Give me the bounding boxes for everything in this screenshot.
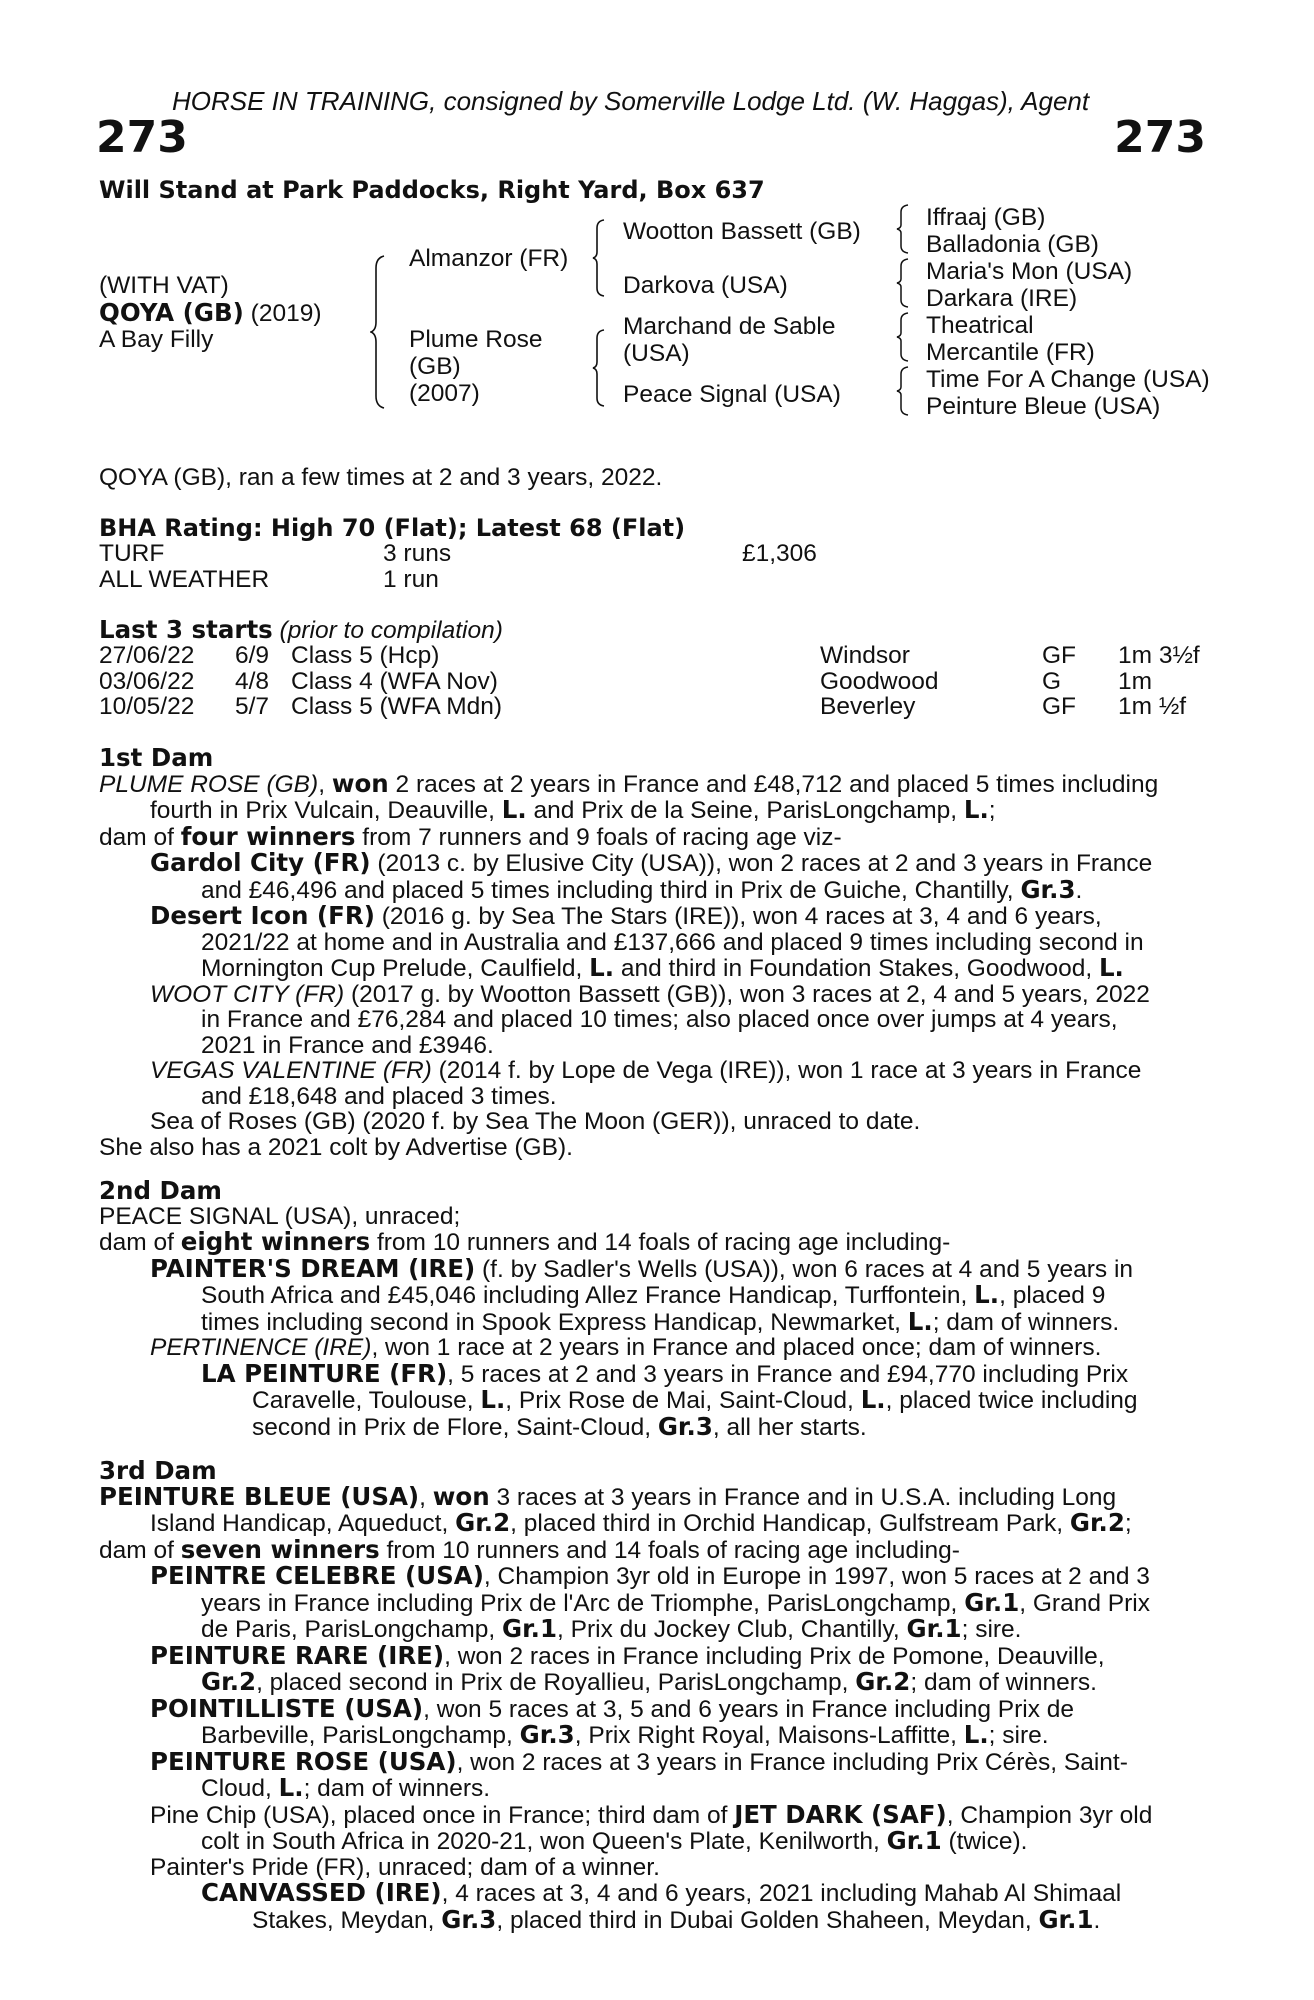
progeny-entry — [99, 1722, 1205, 1749]
first-dam-line: PLUME ROSE (GB), won 2 races at 2 years in France and £48,712 and placed 5 times including — [99, 768, 1159, 798]
progeny-entry — [99, 1775, 1205, 1802]
pedigree-dam-line1: Plume Rose — [409, 326, 543, 353]
text: ; sire. — [961, 1616, 1022, 1643]
grade: L. — [907, 1306, 933, 1336]
grade: L. — [1098, 953, 1124, 982]
first-dam-line — [99, 821, 1205, 851]
text: , won 5 races at 3, 5 and 6 years in France including Prix de — [423, 1695, 1075, 1723]
progeny-entry: Painter's Pride (FR), unraced; dam of a winner. — [150, 1853, 660, 1881]
rating-aw-surface: ALL WEATHER — [99, 566, 270, 593]
progeny-entry — [99, 1387, 1205, 1414]
pedigree-sire-dam: Darkova (USA) — [623, 272, 788, 299]
winners-count: seven winners — [180, 1534, 380, 1564]
progeny-entry — [99, 1411, 1205, 1441]
pedigree-brace-dd — [896, 365, 910, 417]
progeny-entry — [99, 1828, 1205, 1855]
pedigree-brace-sire — [592, 218, 606, 298]
text: , Prix du Jockey Club, Chantilly, — [557, 1616, 907, 1643]
vat-note: (WITH VAT) — [99, 272, 229, 299]
progeny-name: PAINTER'S DREAM (IRE) — [150, 1253, 476, 1283]
text: ; dam of winners. — [932, 1308, 1120, 1336]
text: fourth in Prix Vulcain, Deauville, — [150, 797, 502, 824]
text: (twice). — [941, 1828, 1028, 1855]
grade: L. — [974, 1280, 1000, 1309]
text: from 10 runners and 14 foals of racing age including- — [379, 1536, 960, 1564]
pedigree-ddd: Peinture Bleue (USA) — [926, 393, 1161, 420]
text: South Africa and £45,046 including Allez France Handicap, Turffontein, — [201, 1282, 975, 1309]
pedigree-sss: Iffraaj (GB) — [926, 204, 1046, 231]
text: , 5 races at 2 and 3 years in France and £94,770 including Prix — [447, 1360, 1129, 1388]
text: (f. by Sadler's Wells (USA)), won 6 races at 4 and 5 years in — [475, 1255, 1134, 1283]
text: , all her starts. — [712, 1413, 867, 1441]
progeny-name: CANVASSED (IRE) — [201, 1878, 442, 1907]
text: second in Prix de Flore, Saint-Cloud, — [252, 1413, 658, 1441]
text: (2014 f. by Lope de Vega (IRE)), won 1 race at 3 years in France — [431, 1057, 1142, 1084]
progeny-entry: 2021/22 at home and in Australia and £137,666 and placed 9 times including second in — [201, 928, 1144, 956]
text: de Paris, ParisLongchamp, — [201, 1616, 502, 1643]
pedigree-brace-ds — [896, 311, 910, 363]
progeny-entry — [99, 955, 1205, 982]
pedigree-dss: Theatrical — [926, 312, 1034, 339]
pedigree-brace-main — [370, 254, 386, 410]
text: , won 1 race at 2 years in France and placed once; dam of winners. — [371, 1334, 1102, 1361]
progeny-name: WOOT CITY (FR) — [150, 980, 345, 1008]
text: Stakes, Meydan, — [252, 1906, 442, 1934]
second-dam-line — [99, 1229, 1205, 1256]
text: colt in South Africa in 2020-21, won Queen's Plate, Kenilworth, — [201, 1828, 887, 1855]
grade: L. — [278, 1773, 304, 1802]
text: , Champion 3yr old in Europe in 1997, won 5 races at 2 and 3 — [483, 1563, 1150, 1590]
start-position: 5/7 — [235, 693, 270, 720]
second-dam-section — [99, 1178, 1205, 1440]
progeny-name: VEGAS VALENTINE (FR) — [150, 1057, 432, 1084]
start-date: 27/06/22 — [99, 642, 195, 669]
grade: Gr.2 — [201, 1667, 257, 1696]
race-summary: QOYA (GB), ran a few times at 2 and 3 years, 2022. — [99, 464, 663, 491]
pedigree-brace-ss — [896, 203, 910, 255]
progeny-entry — [99, 1746, 1205, 1776]
pedigree-dds: Time For A Change (USA) — [926, 366, 1210, 393]
text: Pine Chip (USA), placed once in France; third dam of — [150, 1801, 735, 1829]
text: ; — [1124, 1510, 1132, 1537]
pedigree-dam-dam: Peace Signal (USA) — [623, 381, 841, 408]
start-race: Class 4 (WFA Nov) — [291, 668, 498, 695]
last-starts-label: Last 3 starts — [99, 615, 273, 644]
dam-name: PLUME ROSE (GB) — [99, 770, 319, 798]
grade: L. — [501, 795, 527, 824]
start-position: 4/8 — [235, 668, 270, 695]
grade: L. — [860, 1385, 886, 1414]
start-race: Class 5 (Hcp) — [291, 642, 440, 669]
text: ; dam of winners. — [910, 1669, 1097, 1696]
progeny-entry: Sea of Roses (GB) (2020 f. by Sea The Moon (GER)), unraced to date. — [150, 1108, 921, 1135]
start-race: Class 5 (WFA Mdn) — [291, 693, 503, 720]
text: , placed third in Dubai Golden Shaheen, Meydan, — [496, 1906, 1039, 1934]
start-course: Beverley — [820, 693, 916, 720]
third-dam-line: PEINTURE BLEUE (USA), won 3 races at 3 years in France and in U.S.A. including Long — [99, 1481, 1117, 1511]
lot-number-left: 273 — [96, 112, 188, 163]
start-distance: 1m — [1118, 668, 1153, 695]
third-dam-line — [99, 1510, 1205, 1537]
won-label: won — [331, 768, 389, 798]
won-label: won — [432, 1481, 490, 1511]
grade: Gr.3 — [441, 1904, 497, 1934]
start-date: 03/06/22 — [99, 668, 195, 695]
progeny-entry — [99, 1880, 1205, 1907]
progeny-entry — [99, 1335, 1205, 1361]
grade: Gr.1 — [906, 1614, 962, 1643]
text: and third in Foundation Stakes, Goodwood, — [614, 955, 1099, 982]
text: years in France including Prix de l'Arc de Triomphe, ParisLongchamp, — [201, 1589, 965, 1617]
text: ; sire. — [988, 1722, 1049, 1749]
start-course: Windsor — [820, 642, 910, 669]
progeny-entry — [99, 1058, 1205, 1084]
text: , won 2 races at 3 years in France including Prix Cérès, Saint- — [456, 1748, 1128, 1776]
progeny-entry — [99, 1693, 1205, 1723]
winners-count: eight winners — [180, 1227, 371, 1256]
dam-record: 2 races at 2 years in France and £48,712 and placed 5 times including — [388, 770, 1159, 798]
progeny-entry — [99, 982, 1205, 1008]
pedigree-dam-line2: (GB) — [409, 353, 461, 380]
start-going: GF — [1042, 693, 1077, 720]
text: , placed twice including — [885, 1387, 1138, 1414]
grade: L. — [963, 795, 989, 824]
rating-aw-runs: 1 run — [383, 566, 439, 593]
pedigree-brace-sd — [896, 257, 910, 309]
pedigree-ssd: Balladonia (GB) — [926, 231, 1099, 258]
pedigree-sdd: Darkara (IRE) — [926, 285, 1078, 312]
rating-turf-prize: £1,306 — [742, 540, 817, 567]
first-dam-line — [99, 797, 1205, 824]
text: , Grand Prix — [1019, 1589, 1150, 1617]
grade: Gr.3 — [519, 1720, 575, 1749]
progeny-entry — [99, 1587, 1205, 1617]
last-starts-title — [99, 617, 503, 644]
third-dam-heading: 3rd Dam — [99, 1456, 217, 1485]
text: and £46,496 and placed 5 times including third in Prix de Guiche, Chantilly, — [201, 876, 1021, 904]
progeny-name: POINTILLISTE (USA) — [150, 1693, 424, 1723]
progeny-name: LA PEINTURE (FR) — [201, 1358, 448, 1388]
progeny-entry — [99, 1640, 1205, 1670]
progeny-entry — [99, 874, 1205, 904]
text: from 7 runners and 9 foals of racing age viz- — [355, 823, 842, 851]
progeny-entry: 2021 in France and £3946. — [201, 1031, 494, 1059]
grade: Gr.2 — [855, 1667, 911, 1696]
pedigree-brace-dam — [592, 328, 606, 408]
start-position: 6/9 — [235, 642, 270, 669]
pedigree-sire-sire: Wootton Bassett (GB) — [623, 218, 861, 245]
text: . — [1075, 876, 1083, 904]
third-dam-section — [99, 1458, 1205, 1933]
text: Mornington Cup Prelude, Caulfield, — [201, 955, 590, 982]
first-dam-section — [99, 745, 1205, 1160]
text: , won 2 races in France including Prix de Pomone, Deauville, — [444, 1642, 1105, 1670]
progeny-name: PEINTURE ROSE (USA) — [150, 1746, 457, 1776]
text: from 10 runners and 14 foals of racing age including- — [370, 1229, 951, 1256]
rating-turf-runs: 3 runs — [383, 540, 452, 567]
text: (2017 g. by Wootton Bassett (GB)), won 3 races at 2, 4 and 5 years, 2022 — [344, 980, 1150, 1008]
grade: Gr.2 — [455, 1508, 511, 1537]
text: times including second in Spook Express Handicap, Newmarket, — [201, 1308, 908, 1336]
text: dam of — [99, 1536, 181, 1564]
grade: L. — [589, 953, 615, 982]
progeny-name: PEINTRE CELEBRE (USA) — [150, 1561, 484, 1590]
start-date: 10/05/22 — [99, 693, 195, 720]
horse-description: A Bay Filly — [99, 326, 214, 353]
descendant-name: JET DARK (SAF) — [734, 1799, 947, 1829]
progeny-entry — [99, 1799, 1205, 1829]
text: , placed second in Prix de Royallieu, ParisLongchamp, — [256, 1669, 856, 1696]
text: , Prix Rose de Mai, Saint-Cloud, — [505, 1387, 861, 1414]
third-dam-line — [99, 1534, 1205, 1564]
text: Caravelle, Toulouse, — [252, 1387, 481, 1414]
start-distance: 1m 3½f — [1118, 642, 1200, 669]
winners-count: four winners — [180, 821, 356, 851]
progeny-name: Gardol City (FR) — [150, 848, 371, 877]
bha-rating: BHA Rating: High 70 (Flat); Latest 68 (Flat) — [99, 514, 686, 542]
grade: Gr.2 — [1069, 1508, 1125, 1537]
lot-number-right: 273 — [1114, 112, 1206, 163]
progeny-entry — [99, 903, 1205, 930]
pedigree-sire: Almanzor (FR) — [409, 245, 569, 272]
text: Island Handicap, Aqueduct, — [150, 1510, 456, 1537]
horse-name-line — [99, 300, 322, 327]
text: . — [1093, 1906, 1101, 1934]
progeny-entry — [99, 1563, 1205, 1590]
pedigree-dam-line3: (2007) — [409, 380, 480, 407]
rating-turf-surface: TURF — [99, 540, 165, 567]
text: ; — [988, 797, 996, 824]
text: dam of — [99, 1229, 181, 1256]
grade: Gr.3 — [657, 1411, 713, 1441]
text: (2016 g. by Sea The Stars (IRE)), won 4 races at 3, 4 and 6 years, — [374, 903, 1102, 930]
progeny-entry — [99, 1253, 1205, 1283]
text: , Champion 3yr old — [946, 1801, 1153, 1829]
text: 3 races at 3 years in France and in U.S.A. including Long — [489, 1483, 1117, 1511]
grade: Gr.1 — [964, 1587, 1020, 1617]
horse-year: (2019) — [243, 300, 322, 327]
progeny-entry — [99, 850, 1205, 877]
progeny-entry — [99, 1306, 1205, 1336]
pedigree-dsd: Mercantile (FR) — [926, 339, 1095, 366]
progeny-entry — [99, 1669, 1205, 1696]
pedigree-dam-sire-line1: Marchand de Sable — [623, 313, 836, 340]
first-dam-heading: 1st Dam — [99, 743, 214, 772]
grade: Gr.1 — [501, 1614, 558, 1643]
start-course: Goodwood — [820, 668, 939, 695]
grade: L. — [963, 1720, 989, 1749]
also-note: She also has a 2021 colt by Advertise (GB). — [99, 1133, 573, 1161]
start-going: G — [1042, 668, 1062, 695]
text: dam of — [99, 823, 181, 851]
text: , placed third in Orchid Handicap, Gulfstream Park, — [510, 1510, 1070, 1537]
second-dam-line: PEACE SIGNAL (USA), unraced; — [99, 1202, 461, 1230]
text: Cloud, — [201, 1775, 279, 1802]
progeny-entry — [99, 1282, 1205, 1309]
grade: Gr.1 — [886, 1826, 942, 1855]
consignor-line: HORSE IN TRAINING, consigned by Somerville Lodge Ltd. (W. Haggas), Agent — [172, 86, 1090, 116]
start-going: GF — [1042, 642, 1077, 669]
horse-name: QOYA (GB) — [99, 298, 244, 327]
progeny-entry — [99, 1904, 1205, 1934]
text: ; dam of winners. — [303, 1775, 491, 1802]
text: , Prix Right Royal, Maisons-Laffitte, — [574, 1722, 964, 1749]
second-dam-heading: 2nd Dam — [99, 1176, 222, 1205]
grade: Gr.3 — [1020, 874, 1076, 904]
progeny-entry: in France and £76,284 and placed 10 times; also placed once over jumps at 4 years, — [201, 1006, 1118, 1033]
text: Barbeville, ParisLongchamp, — [201, 1722, 520, 1749]
dam-name: PEINTURE BLEUE (USA) — [99, 1481, 420, 1511]
progeny-name: Desert Icon (FR) — [150, 901, 375, 930]
progeny-name: PERTINENCE (IRE) — [150, 1334, 372, 1361]
last-starts-note: (prior to compilation) — [272, 617, 503, 644]
text: (2013 c. by Elusive City (USA)), won 2 races at 2 and 3 years in France — [370, 850, 1153, 877]
grade: Gr.1 — [1038, 1904, 1094, 1934]
progeny-entry — [99, 1358, 1205, 1388]
start-distance: 1m ½f — [1118, 693, 1187, 720]
progeny-name: PEINTURE RARE (IRE) — [150, 1640, 445, 1670]
progeny-entry: and £18,648 and placed 3 times. — [201, 1082, 557, 1110]
text: , 4 races at 3, 4 and 6 years, 2021 including Mahab Al Shimaal — [441, 1880, 1122, 1907]
stand-location: Will Stand at Park Paddocks, Right Yard, Box 637 — [99, 176, 765, 204]
progeny-entry — [99, 1616, 1205, 1643]
text: and Prix de la Seine, ParisLongchamp, — [526, 797, 964, 824]
text: , placed 9 — [999, 1282, 1106, 1309]
pedigree-sds: Maria's Mon (USA) — [926, 258, 1133, 285]
pedigree-dam-sire-line2: (USA) — [623, 340, 690, 367]
grade: L. — [480, 1385, 506, 1414]
